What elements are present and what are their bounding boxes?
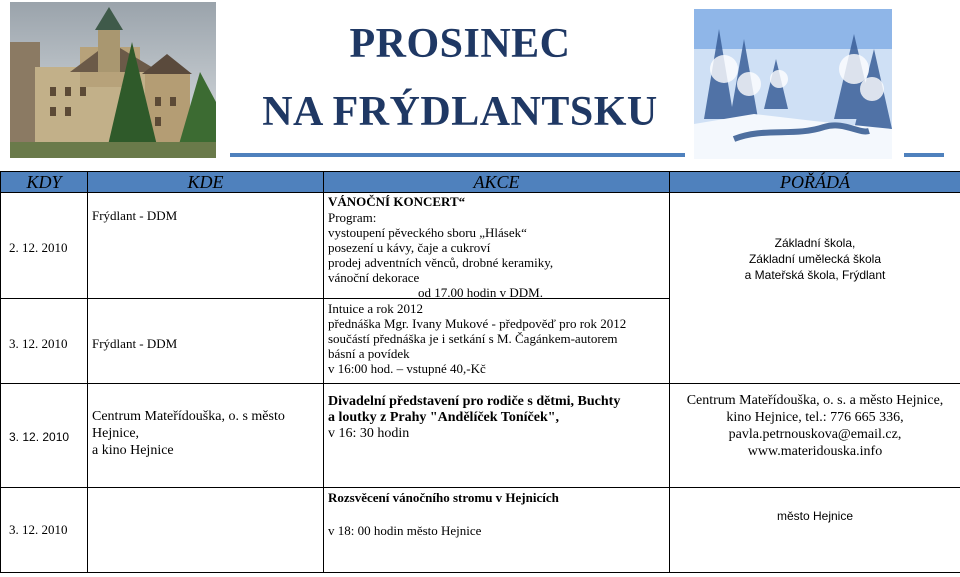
row3-place-line: a kino Hejnice xyxy=(92,443,174,458)
title-underline-right xyxy=(904,153,944,157)
page-title-line1: PROSINEC xyxy=(349,21,571,67)
castle-illustration xyxy=(10,2,216,158)
row3-organizer-email: pavla.petrnouskova@email.cz, xyxy=(728,427,902,442)
winter-illustration xyxy=(694,9,892,159)
row1-date: 2. 12. 2010 xyxy=(9,240,68,255)
row1-kdy-cell xyxy=(1,193,88,299)
row4-event-title: Rozsvěcení vánočního stromu v Hejnicích xyxy=(328,490,559,505)
castle-photo xyxy=(10,2,216,158)
row1-organizer-line: Základní umělecká škola xyxy=(748,252,882,266)
column-header-poradi: POŘÁDÁ xyxy=(670,172,960,193)
row2-event-line: přednáška Mgr. Ivany Mukové - předpověď pro rok 2012 xyxy=(328,316,627,331)
row3-event-time: v 16: 30 hodin xyxy=(328,426,410,441)
row2-kde-cell xyxy=(88,299,324,384)
row4-kdy-cell xyxy=(1,488,88,573)
row3-date: 3. 12. 2010 xyxy=(9,430,70,444)
column-header-kdy: KDY xyxy=(1,172,88,193)
row4-kde-cell xyxy=(88,488,324,573)
row4-date: 3. 12. 2010 xyxy=(9,522,68,537)
table-row xyxy=(1,384,960,488)
row1-event-time: od 17.00 hodin v DDM. xyxy=(418,285,543,300)
winter-landscape-photo xyxy=(694,9,892,159)
row2-event-line: básní a povídek xyxy=(328,346,410,361)
events-table xyxy=(0,171,960,573)
row2-akce-cell xyxy=(324,299,670,384)
row3-organizer-line: Centrum Mateřídouška, o. s. a město Hejnice, xyxy=(686,393,944,408)
row3-event-line: a loutky z Prahy "Andělíček Toníček", xyxy=(328,410,560,425)
row1-akce-cell xyxy=(324,193,670,299)
row2-event-line: v 16:00 hod. – vstupné 40,-Kč xyxy=(328,361,486,376)
table-row xyxy=(1,193,960,299)
row1-event-line: vystoupení pěveckého sboru „Hlásek“ xyxy=(328,225,527,240)
column-header-akce: AKCE xyxy=(324,172,670,193)
row3-kdy-cell xyxy=(1,384,88,488)
title-underline xyxy=(230,153,685,157)
row3-organizer-line: kino Hejnice, tel.: 776 665 336, xyxy=(726,410,904,425)
row2-place: Frýdlant - DDM xyxy=(92,336,178,351)
row4-organizer-cell xyxy=(670,488,960,573)
row2-event-title: Intuice a rok 2012 xyxy=(328,301,423,316)
table-header-row xyxy=(1,172,960,193)
row1-event-title: VÁNOČNÍ KONCERT“ xyxy=(328,194,466,209)
row3-place-line: Centrum Mateřídouška, o. s město xyxy=(92,409,285,424)
page-title-line2: NA FRÝDLANTSKU xyxy=(262,89,658,135)
row1-organizer-cell xyxy=(670,193,960,384)
row3-akce-cell xyxy=(324,384,670,488)
table-row xyxy=(1,488,960,573)
row4-akce-cell xyxy=(324,488,670,573)
row1-event-line: posezení u kávy, čaje a cukroví xyxy=(328,240,491,255)
row1-event-line: vánoční dekorace xyxy=(328,270,420,285)
row1-organizer-line: a Mateřská škola, Frýdlant xyxy=(744,268,886,282)
row3-place-line: Hejnice, xyxy=(92,426,140,441)
row1-place: Frýdlant - DDM xyxy=(92,208,178,223)
row2-event-line: součástí přednáška je i setkání s M. Čagánkem-autorem xyxy=(328,331,618,346)
column-header-kde: KDE xyxy=(88,172,324,193)
row3-organizer-website: www.materidouska.info xyxy=(747,444,883,459)
row3-kde-cell xyxy=(88,384,324,488)
row1-organizer-line: Základní škola, xyxy=(774,236,856,250)
row1-kde-cell xyxy=(88,193,324,299)
row3-organizer-cell xyxy=(670,384,960,488)
row1-event-line: prodej adventních věnců, drobné keramiky, xyxy=(328,255,554,270)
row2-date: 3. 12. 2010 xyxy=(9,336,68,351)
row2-kdy-cell xyxy=(1,299,88,384)
row4-event-time: v 18: 00 hodin město Hejnice xyxy=(328,523,482,538)
row4-organizer: město Hejnice xyxy=(776,509,854,523)
row1-event-line: Program: xyxy=(328,210,377,225)
row3-event-line: Divadelní představení pro rodiče s dětmi, Buchty xyxy=(328,394,621,409)
